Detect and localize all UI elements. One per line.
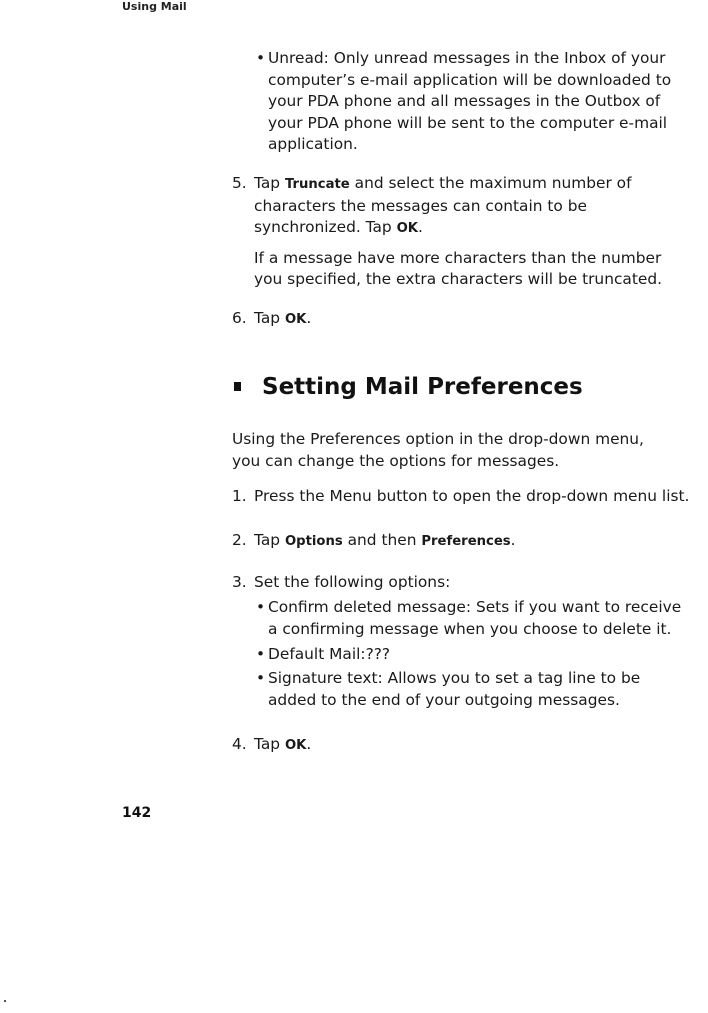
step-5-number: 5. [232, 174, 247, 192]
section-title: Setting Mail Preferences [262, 374, 583, 400]
bullet-unread-line-2: computer’s e-mail application will be downloaded to [268, 70, 672, 89]
bullet-unread-line-3: your PDA phone and all messages in the Outbox of [268, 92, 661, 110]
pref-step-3-text: Set the following options: [254, 573, 451, 591]
pref-step-4-number: 4. [232, 735, 247, 753]
truncate-label: Truncate [284, 177, 350, 192]
running-header: Using Mail [122, 0, 187, 13]
bullet-unread-line-4: your PDA phone will be sent to the computer e-mail [268, 113, 668, 132]
option-signature-line-1: Signature text: Allows you to set a tag line to be [268, 669, 641, 687]
option-signature-line-2: added to the end of your outgoing messages. [268, 690, 620, 709]
step-6-number: 6. [232, 309, 247, 327]
step-5-note-line-1: If a message have more characters than the number [254, 248, 662, 267]
step-5-line-3: synchronized. Tap OK. [254, 218, 423, 236]
pref-step-3-number: 3. [232, 573, 247, 591]
section-intro [232, 429, 644, 472]
option-default-mail-text: Default Mail:??? [268, 645, 391, 663]
page-number: 142 [122, 805, 152, 821]
bullet-dot: • [256, 645, 266, 663]
ok-label: OK [284, 312, 307, 327]
bullet-unread-line-5: application. [268, 135, 358, 153]
pref-step-1-number: 1. [232, 487, 247, 505]
bullet-unread-line-1: Unread: Only unread messages in the Inbox of your [268, 49, 666, 67]
bullet-dot: • [256, 49, 266, 67]
ok-label: OK [396, 221, 419, 236]
option-confirm-line-2: a confirming message when you choose to delete it. [268, 619, 672, 638]
section-intro-line-2: you can change the options for messages. [232, 451, 560, 470]
option-confirm-line-1: Confirm deleted message: Sets if you want to receive [268, 598, 682, 616]
heading-square-bullet-icon [234, 382, 241, 391]
ok-label: OK [284, 738, 307, 753]
pref-step-1-text: Press the Menu button to open the drop-down menu list. [254, 487, 690, 505]
section-intro-line-1: Using the Preferences option in the drop-down menu, [232, 430, 644, 448]
bullet-dot: • [256, 598, 266, 616]
step-5-line-2: characters the messages can contain to be [254, 196, 587, 215]
bullet-dot: • [256, 669, 266, 687]
options-label: Options [284, 534, 343, 549]
step-5-note-line-2: you specified, the extra characters will be truncated. [254, 270, 663, 288]
step-5-line-1: Tap Truncate and select the maximum number of [254, 174, 632, 192]
scan-speck [4, 1000, 6, 1002]
pref-step-2-number: 2. [232, 531, 247, 549]
preferences-label: Preferences [421, 534, 511, 549]
